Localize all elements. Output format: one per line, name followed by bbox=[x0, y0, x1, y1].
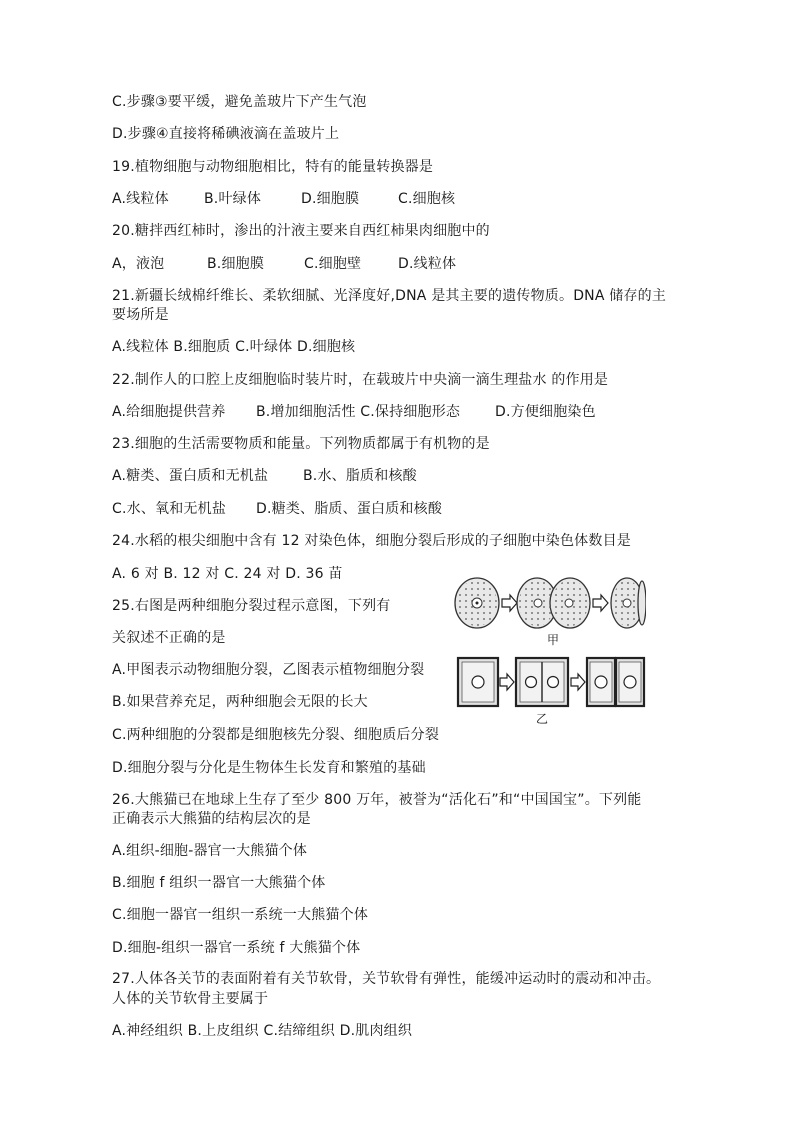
q20-opt-d: D.线粒体 bbox=[398, 256, 457, 272]
q23-opt-c: C.水、氧和无机盐 bbox=[112, 501, 227, 517]
q27-stem-line1: 27.人体各关节的表面附着有关节软骨，关节软骨有弹性，能缓冲运动时的震动和冲击。 bbox=[112, 971, 661, 987]
q22-opt-a: A.给细胞提供营养 bbox=[112, 404, 226, 420]
q23-opt-b: B.水、脂质和核酸 bbox=[303, 468, 417, 484]
figure-label-jia: 甲 bbox=[547, 633, 560, 647]
q23-options-ab bbox=[112, 466, 417, 486]
process-arrow-icon bbox=[500, 674, 514, 690]
q25-option-d: D.细胞分裂与分化是生物体生长发育和繁殖的基础 bbox=[112, 760, 426, 776]
q21-options: A.线粒体 B.细胞质 C.叶绿体 D.细胞核 bbox=[112, 339, 356, 355]
q19-options bbox=[112, 189, 455, 209]
cell-nucleus bbox=[472, 676, 484, 688]
process-arrow-icon bbox=[502, 595, 517, 611]
process-arrow-icon bbox=[571, 674, 585, 690]
q23-stem: 23.细胞的生活需要物质和能量。下列物质都属于有机物的是 bbox=[112, 436, 490, 452]
q19-opt-c: C.细胞核 bbox=[398, 191, 456, 207]
q25-stem-line2: 关叙述不正确的是 bbox=[112, 630, 226, 646]
q19-stem: 19.植物细胞与动物细胞相比，特有的能量转换器是 bbox=[112, 159, 434, 175]
figure-animal-cell-division bbox=[452, 575, 646, 647]
q18-option-c: C.步骤③要平缓，避免盖玻片下产生气泡 bbox=[112, 94, 367, 110]
plant-cell-division-diagram bbox=[456, 654, 648, 714]
q26-stem-line1: 26.大熊猫已在地球上生存了至少 800 万年，被誉为“活化石”和“中国国宝”。下列能 bbox=[112, 792, 642, 808]
q27-options: A.神经组织 B.上皮组织 C.结缔组织 D.肌肉组织 bbox=[112, 1023, 413, 1039]
q25-option-a: A.甲图表示动物细胞分裂，乙图表示植物细胞分裂 bbox=[112, 662, 425, 678]
q21-stem-line2: 要场所是 bbox=[112, 307, 169, 323]
process-arrow-icon bbox=[593, 595, 608, 611]
q25-stem-line1: 25.右图是两种细胞分裂过程示意图，下列有 bbox=[112, 598, 391, 614]
q18-option-d: D.步骤④直接将稀碘液滴在盖玻片上 bbox=[112, 126, 340, 142]
q23-opt-a: A.糖类、蛋白质和无机盐 bbox=[112, 468, 269, 484]
q26-option-b: B.细胞 f 组织一器官一大熊猫个体 bbox=[112, 875, 326, 891]
q19-opt-a: A.线粒体 bbox=[112, 191, 169, 207]
q22-opt-bc: B.增加细胞活性 C.保持细胞形态 bbox=[256, 404, 461, 420]
q19-opt-d: D.细胞膜 bbox=[301, 191, 360, 207]
q26-option-d: D.细胞-组织一器官一系统 f 大熊猫个体 bbox=[112, 940, 361, 956]
q21-stem-line1: 21.新疆长绒棉纤维长、柔软细腻、光泽度好,DNA 是其主要的遗传物质。DNA 储存的主 bbox=[112, 288, 667, 304]
figure-label-yi: 乙 bbox=[536, 712, 549, 726]
q25-option-c: C.两种细胞的分裂都是细胞核先分裂、细胞质后分裂 bbox=[112, 727, 440, 743]
q24-options: A. 6 对 B. 12 对 C. 24 对 D. 36 苗 bbox=[112, 566, 343, 582]
q22-stem: 22.制作人的口腔上皮细胞临时装片时，在载玻片中央滴一滴生理盐水 的作用是 bbox=[112, 372, 609, 388]
animal-cell-division-diagram bbox=[452, 575, 646, 637]
q22-options bbox=[112, 402, 596, 422]
q23-opt-d: D.糖类、脂质、蛋白质和核酸 bbox=[256, 501, 443, 517]
q20-opt-a: A，液泡 bbox=[112, 256, 165, 272]
q24-stem: 24.水稻的根尖细胞中含有 12 对染色体，细胞分裂后形成的子细胞中染色体数目是 bbox=[112, 533, 631, 549]
animal-daughter-cell-2 bbox=[638, 581, 646, 625]
figure-plant-cell-division bbox=[456, 654, 648, 726]
q20-options bbox=[112, 254, 456, 274]
q25-option-b: B.如果营养充足，两种细胞会无限的长大 bbox=[112, 694, 368, 710]
q22-opt-d: D.方便细胞染色 bbox=[495, 404, 596, 420]
q20-stem: 20.糖拌西红柿时，渗出的汁液主要来自西红柿果肉细胞中的 bbox=[112, 223, 490, 239]
q20-opt-c: C.细胞壁 bbox=[304, 256, 362, 272]
q26-option-a: A.组织-细胞-器官一大熊猫个体 bbox=[112, 843, 308, 859]
q19-opt-b: B.叶绿体 bbox=[204, 191, 262, 207]
q20-opt-b: B.细胞膜 bbox=[207, 256, 265, 272]
q23-options-cd bbox=[112, 499, 442, 519]
q27-stem-line2: 人体的关节软骨主要属于 bbox=[112, 991, 269, 1007]
q26-option-c: C.细胞一器官一组织一系统一大熊猫个体 bbox=[112, 907, 369, 923]
q26-stem-line2: 正确表示大熊猫的结构层次的是 bbox=[112, 811, 311, 827]
